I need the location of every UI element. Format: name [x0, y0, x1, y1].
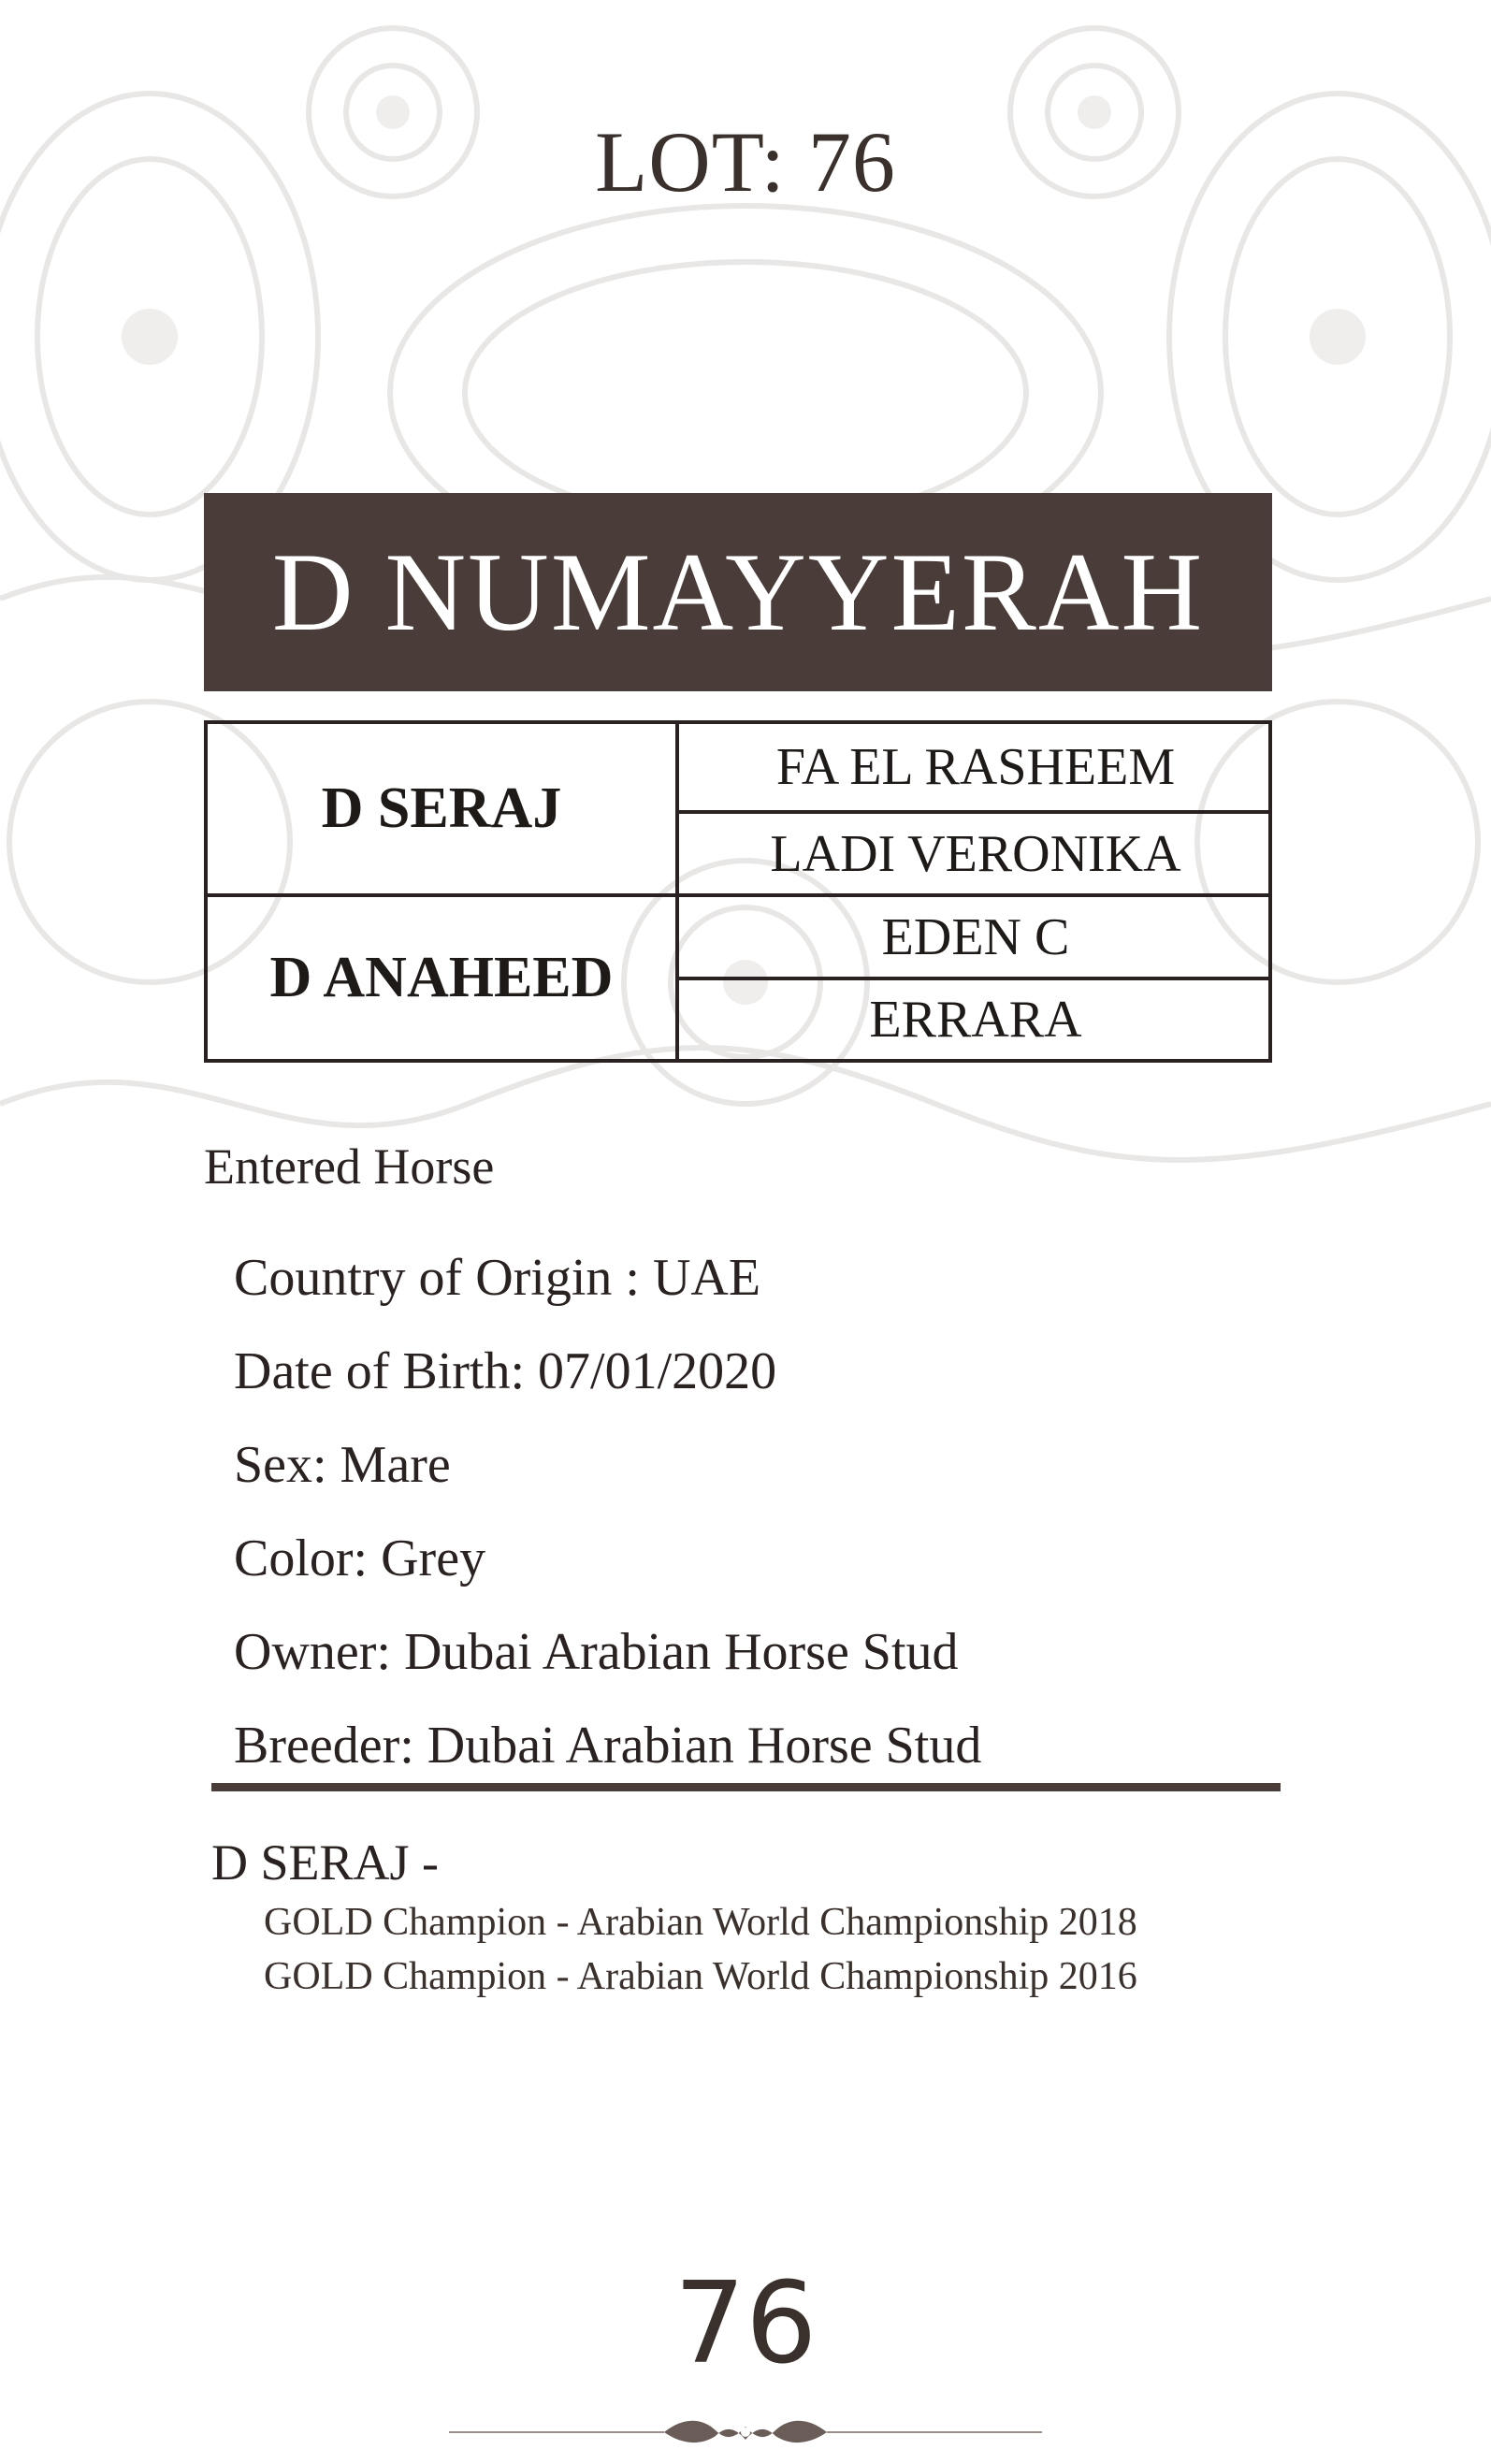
page-number: 76	[673, 2259, 818, 2389]
detail-color: Color: Grey	[234, 1529, 486, 1587]
detail-date-of-birth: Date of Birth: 07/01/2020	[234, 1342, 777, 1400]
pedigree-dam: D ANAHEED	[208, 893, 675, 1059]
pedigree-sire-sire: FA EL RASHEEM	[675, 724, 1272, 810]
pedigree-table	[204, 720, 1272, 1063]
horse-details-list	[234, 1231, 981, 1792]
pedigree-dam-dam: ERRARA	[675, 977, 1272, 1059]
pedigree-sire: D SERAJ	[321, 776, 562, 840]
details-heading: Entered Horse	[204, 1138, 495, 1195]
detail-owner: Owner: Dubai Arabian Horse Stud	[234, 1623, 959, 1681]
detail-breeder: Breeder: Dubai Arabian Horse Stud	[234, 1717, 982, 1775]
achievements-list	[264, 1895, 1137, 2004]
pedigree-sire-dam: LADI VERONIKA	[675, 810, 1272, 893]
lot-number-title: LOT: 76	[595, 114, 896, 210]
section-divider	[211, 1783, 1281, 1791]
achievement-item: GOLD Champion - Arabian World Championship 2016	[264, 1955, 1137, 1998]
flourish-ornament	[449, 2413, 1042, 2451]
achievements-heading: D SERAJ -	[211, 1834, 440, 1891]
detail-sex: Sex: Mare	[234, 1436, 451, 1494]
achievement-item: GOLD Champion - Arabian World Championship 2018	[264, 1901, 1137, 1944]
horse-name-banner	[204, 493, 1272, 691]
detail-country-of-origin: Country of Origin : UAE	[234, 1249, 761, 1307]
horse-name: D NUMAYYERAH	[271, 529, 1205, 654]
pedigree-dam-sire: EDEN C	[675, 893, 1272, 977]
